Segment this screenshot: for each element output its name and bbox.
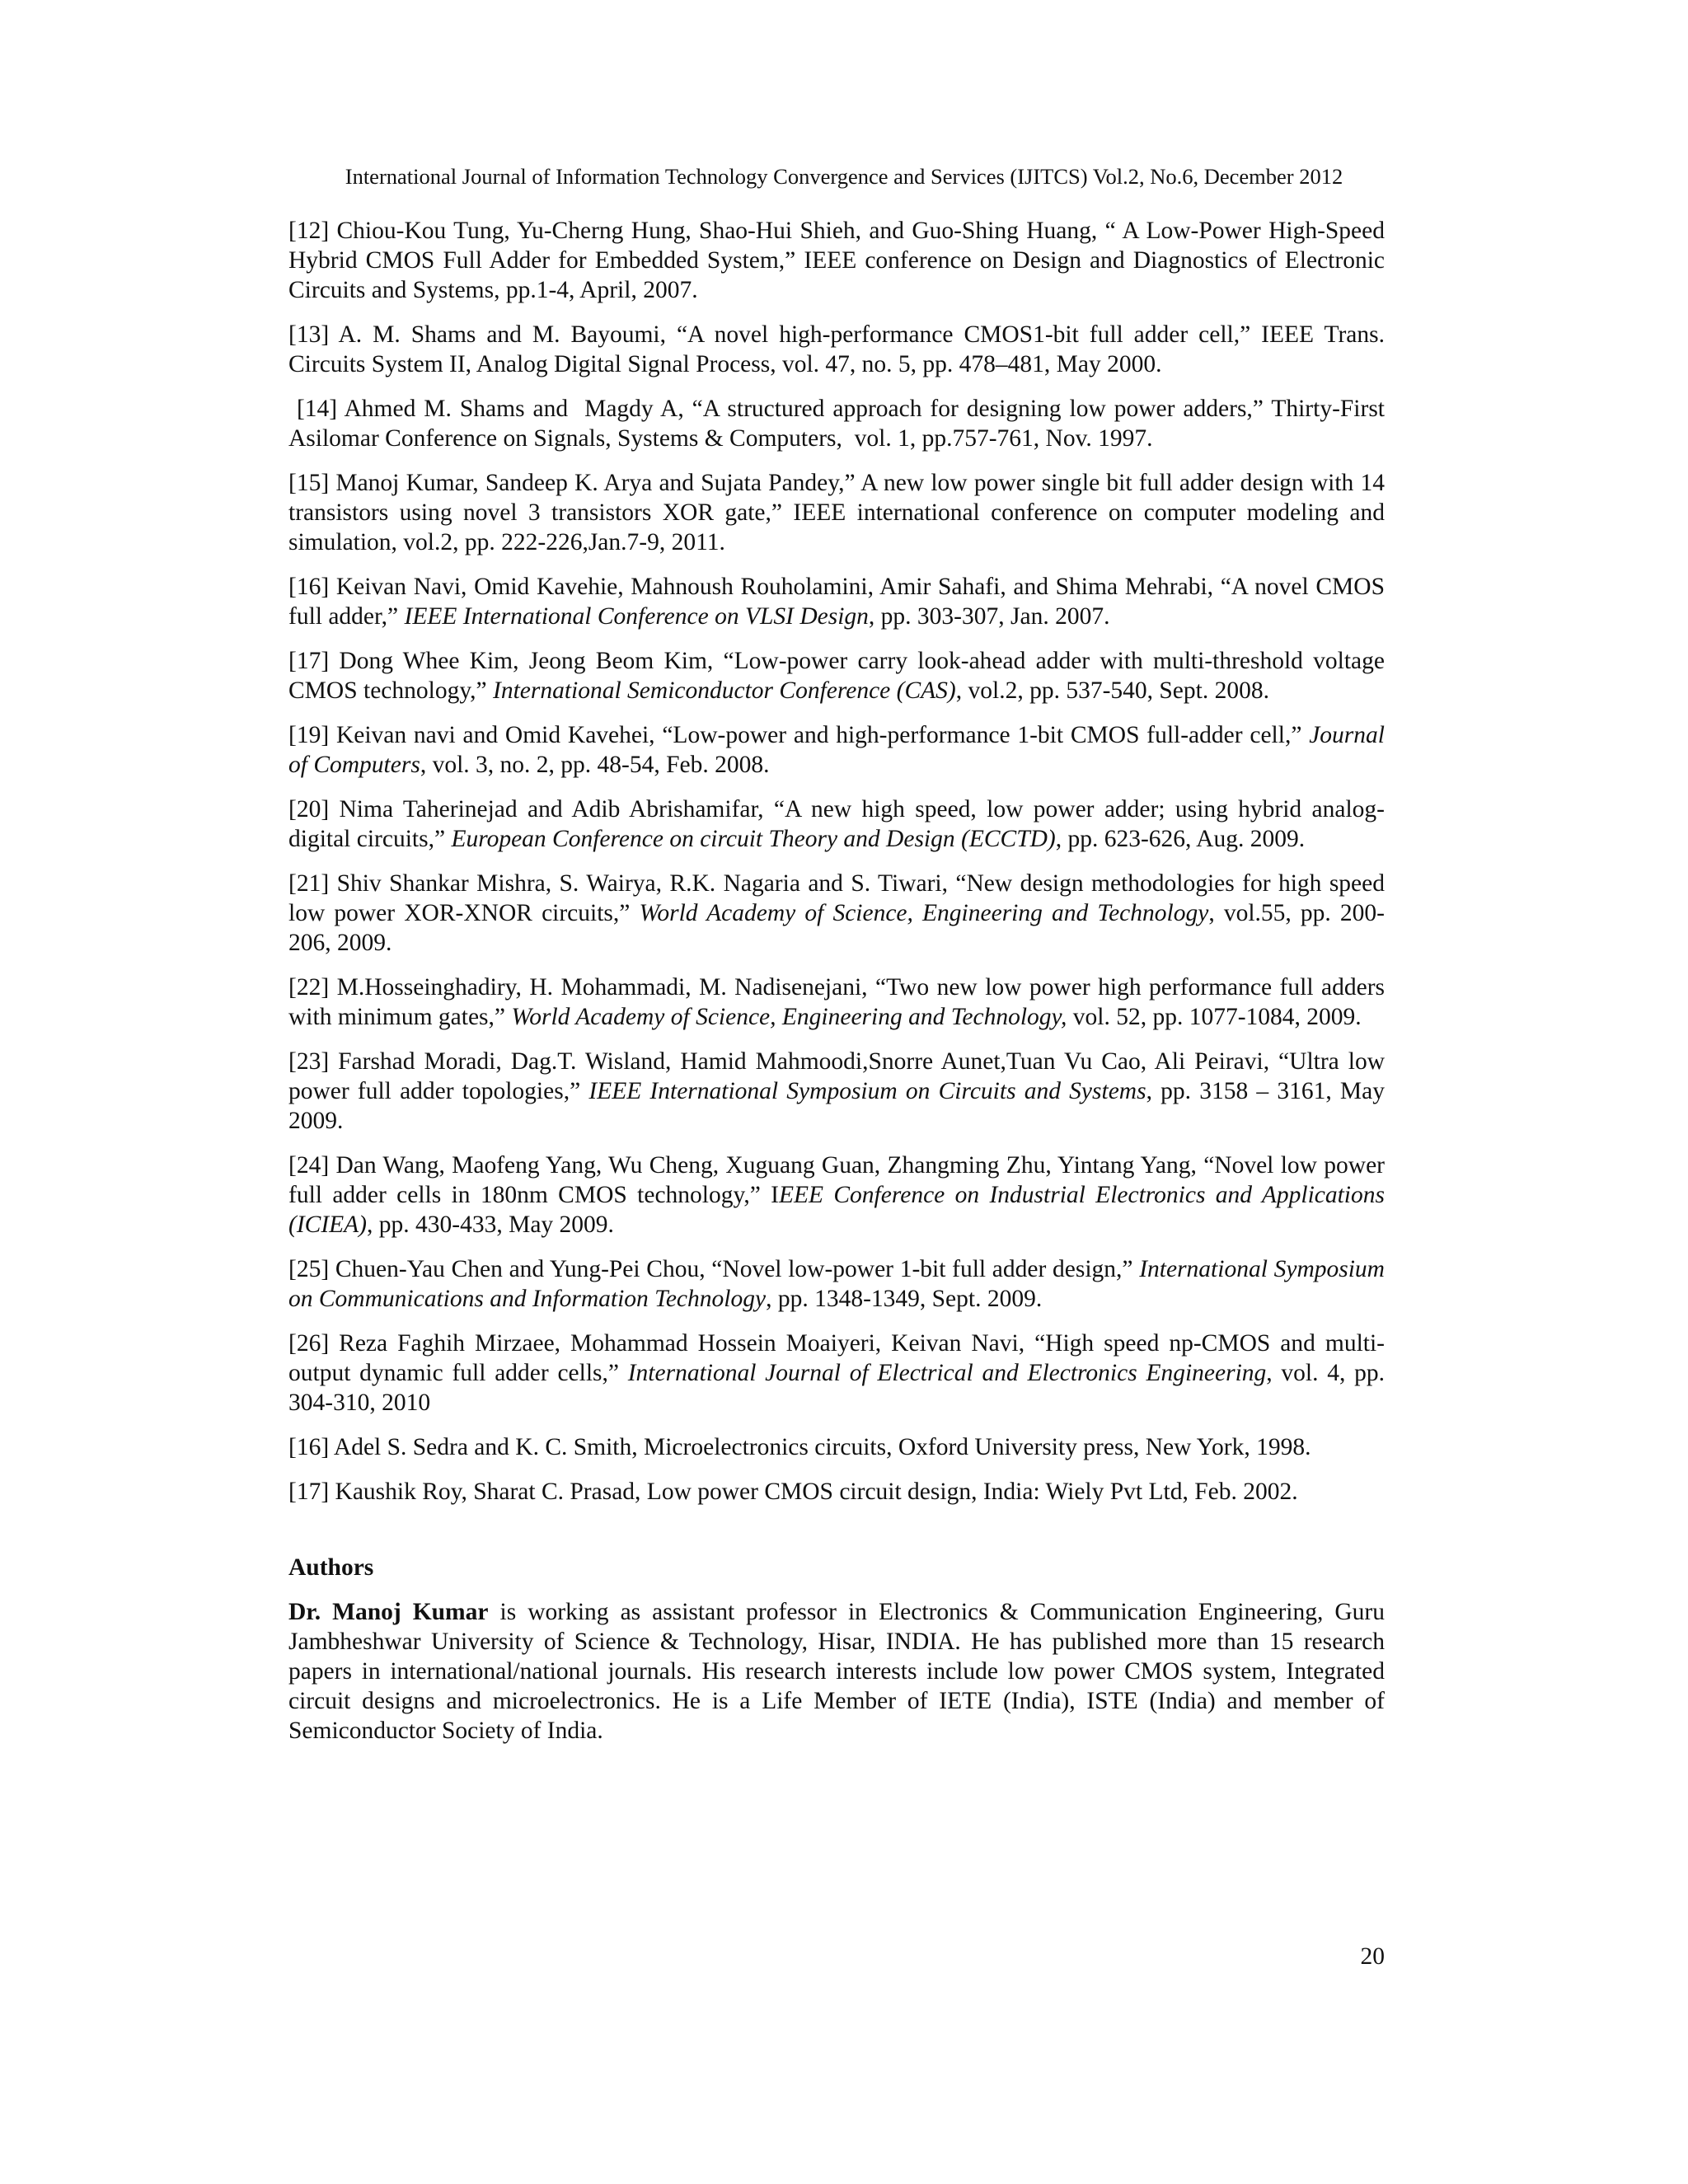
page-content [288,216,1390,1746]
venue-title: International Journal of Electrical and Electronics Engineering [627,1360,1267,1386]
reference-item: [17] Kaushik Roy, Sharat C. Prasad, Low power CMOS circuit design, India: Wiely Pvt Ltd, Feb. 2002. [288,1479,1298,1505]
venue-title: International Symposium on Communications and Information Technology [288,1256,1385,1312]
venue-title: IEEE International Conference on VLSI Design [404,603,869,630]
reference-item: [12] Chiou-Kou Tung, Yu-Cherng Hung, Shao-Hui Shieh, and Guo-Shing Huang, “ A Low-Power High-Speed Hybrid CMOS Full Adder for Embedded System,” IEEE conference on Design and Diagnostics of Electronic Circuits and Systems, pp.1-4, April, 2007. [288,218,1385,303]
author-name: Dr. Manoj Kumar [288,1599,489,1625]
reference-item: [15] Manoj Kumar, Sandeep K. Arya and Sujata Pandey,” A new low power single bit full adder design with 14 transistors using novel 3 transistors XOR gate,” IEEE international conference on computer modeling and simulation, vol.2, pp. 222-226,Jan.7-9, 2011. [288,470,1385,555]
reference-item: [19] Keivan navi and Omid Kavehei, “Low-power and high-performance 1-bit CMOS full-adder cell,” Journal of Computers, vol. 3, no. 2, pp. 48-54, Feb. 2008. [288,722,1385,778]
authors-heading: Authors [288,1554,374,1581]
venue-title: Journal of Computers [288,722,1385,778]
reference-item: [17] Dong Whee Kim, Jeong Beom Kim, “Low-power carry look-ahead adder with multi-threshold voltage CMOS technology,” International Semiconductor Conference (CAS), vol.2, pp. 537-540, Sept. 2008. [288,648,1385,704]
reference-item: [26] Reza Faghih Mirzaee, Mohammad Hossein Moaiyeri, Keivan Navi, “High speed np-CMOS and multi-output dynamic full adder cells,” International Journal of Electrical and Electronics Engineering, vol. 4, pp. 304-310, 2010 [288,1330,1385,1416]
venue-title: EEE Conference on Industrial Electronics and Applications (ICIEA) [288,1182,1385,1238]
author-bio-text: is working as assistant professor in Electronics & Communication Engineering, Guru Jambheshwar University of Science & Technology, Hisar, INDIA. He has published more than 15 research papers in international/national journals. His research interests include low power CMOS system, Integrated circuit designs and microelectronics. He is a Life Member of IETE (India), ISTE (India) and member of Semiconductor Society of India. [288,1599,1385,1744]
venue-title: International Semiconductor Conference (CAS) [493,677,956,704]
venue-title: IEEE International Symposium on Circuits and Systems [588,1078,1146,1104]
reference-item: [16] Adel S. Sedra and K. C. Smith, Microelectronics circuits, Oxford University press, New York, 1998. [288,1434,1311,1460]
reference-item: [13] A. M. Shams and M. Bayoumi, “A novel high-performance CMOS1-bit full adder cell,” IEEE Trans. Circuits System II, Analog Digital Signal Process, vol. 47, no. 5, pp. 478–481, May 2000. [288,321,1385,377]
venue-title: World Academy of Science, Engineering and Technology [639,900,1209,926]
reference-item: [16] Keivan Navi, Omid Kavehie, Mahnoush Rouholamini, Amir Sahafi, and Shima Mehrabi, “A novel CMOS full adder,” IEEE International Conference on VLSI Design, pp. 303-307, Jan. 2007. [288,574,1385,630]
author-bio [288,1597,1385,1746]
venue-title: European Conference on circuit Theory and Design (ECCTD) [451,826,1056,852]
reference-item: [25] Chuen-Yau Chen and Yung-Pei Chou, “Novel low-power 1-bit full adder design,” International Symposium on Communications and Information Technology, pp. 1348-1349, Sept. 2009. [288,1256,1385,1312]
reference-item: [20] Nima Taherinejad and Adib Abrishamifar, “A new high speed, low power adder; using hybrid analog-digital circuits,” European Conference on circuit Theory and Design (ECCTD), pp. 623-626, Aug. 2009. [288,796,1385,852]
reference-item: [22] M.Hosseinghadiry, H. Mohammadi, M. Nadisenejani, “Two new low power high performance full adders with minimum gates,” World Academy of Science, Engineering and Technology, vol. 52, pp. 1077-1084, 2009. [288,974,1385,1030]
reference-item: [24] Dan Wang, Maofeng Yang, Wu Cheng, Xuguang Guan, Zhangming Zhu, Yintang Yang, “Novel low power full adder cells in 180nm CMOS technology,” IEEE Conference on Industrial Electronics and Applications (ICIEA), pp. 430-433, May 2009. [288,1152,1385,1238]
reference-item: [23] Farshad Moradi, Dag.T. Wisland, Hamid Mahmoodi,Snorre Aunet,Tuan Vu Cao, Ali Peiravi, “Ultra low power full adder topologies,” IEEE International Symposium on Circuits and Systems, pp. 3158 – 3161, May 2009. [288,1048,1386,1134]
reference-item: [14] Ahmed M. Shams and Magdy A, “A structured approach for designing low power adders,” Thirty-First Asilomar Conference on Signals, Systems & Computers, vol. 1, pp.757-761, Nov. 1997. [288,396,1390,452]
page-number: 20 [1360,1943,1385,1970]
reference-item: [21] Shiv Shankar Mishra, S. Wairya, R.K. Nagaria and S. Tiwari, “New design methodologies for high speed low power XOR-XNOR circuits,” World Academy of Science, Engineering and Technology, vol.55, pp. 200-206, 2009. [288,870,1385,956]
journal-header: International Journal of Information Technology Convergence and Services (IJITCS) Vol.2, No.6, December 2012 [345,164,1343,189]
venue-title: World Academy of Science, Engineering and Technology, [511,1004,1067,1030]
